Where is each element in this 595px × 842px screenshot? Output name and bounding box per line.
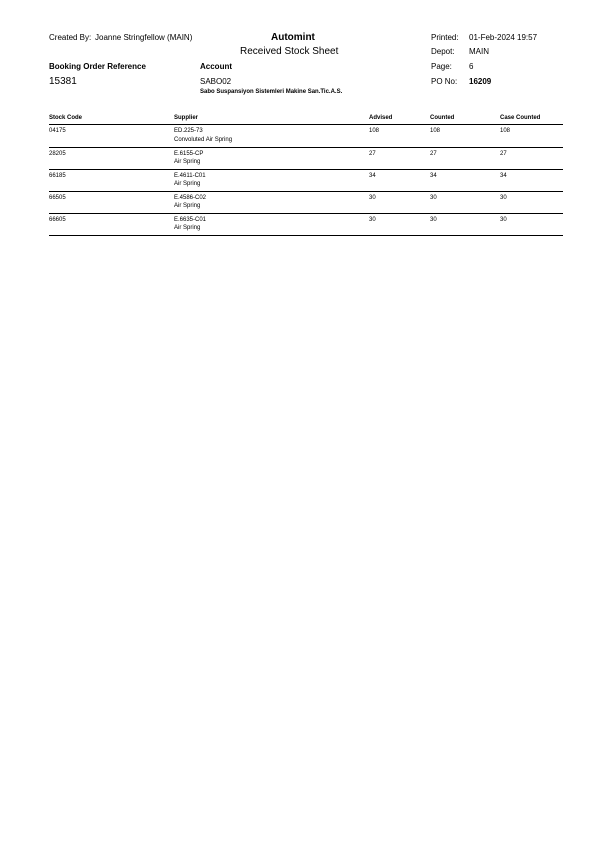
stock-code: 66185 [49, 173, 66, 179]
header-divider [49, 124, 563, 125]
account-code: SABO02 [200, 77, 232, 86]
supplier-code: E.4611-C01 [174, 173, 206, 179]
page-label: Page: [431, 62, 452, 71]
stock-code: 04175 [49, 128, 66, 134]
item-description: Air Spring [174, 181, 201, 187]
supplier-code: E.6635-C01 [174, 217, 207, 223]
page-value: 6 [469, 62, 474, 71]
company-name: Automint [271, 32, 315, 43]
advised-qty: 30 [369, 217, 376, 223]
column-header-counted: Counted [430, 115, 455, 121]
depot-value: MAIN [469, 47, 489, 56]
po-value: 16209 [469, 77, 492, 86]
row-divider [49, 147, 563, 148]
column-header-supplier: Supplier [174, 115, 199, 121]
account-label: Account [200, 62, 232, 71]
case-counted-qty: 108 [500, 128, 511, 134]
counted-qty: 34 [430, 173, 437, 179]
column-header-advised: Advised [369, 115, 393, 121]
item-description: Air Spring [174, 225, 201, 231]
advised-qty: 34 [369, 173, 376, 179]
row-divider [49, 235, 563, 236]
page-title: Received Stock Sheet [240, 46, 339, 57]
stock-code: 66505 [49, 195, 66, 201]
row-divider [49, 191, 563, 192]
item-description: Air Spring [174, 159, 201, 165]
column-header-case-counted: Case Counted [500, 115, 541, 121]
case-counted-qty: 34 [500, 173, 507, 179]
advised-qty: 108 [369, 128, 380, 134]
case-counted-qty: 27 [500, 151, 507, 157]
counted-qty: 108 [430, 128, 441, 134]
po-label: PO No: [431, 77, 458, 86]
depot-label: Depot: [431, 47, 455, 56]
booking-order-value: 15381 [49, 76, 77, 87]
supplier-code: E.6155-CP [174, 151, 204, 157]
supplier-code: ED.225-73 [174, 128, 203, 134]
stock-code: 28205 [49, 151, 66, 157]
stock-code: 66605 [49, 217, 66, 223]
account-name: Sabo Suspansiyon Sistemleri Makine San.Tic.A.S. [200, 89, 343, 95]
item-description: Air Spring [174, 203, 201, 209]
counted-qty: 27 [430, 151, 437, 157]
counted-qty: 30 [430, 195, 437, 201]
printed-value: 01-Feb-2024 19:57 [469, 33, 538, 42]
supplier-code: E.4586-C02 [174, 195, 207, 201]
counted-qty: 30 [430, 217, 437, 223]
printed-label: Printed: [431, 33, 459, 42]
advised-qty: 30 [369, 195, 376, 201]
row-divider [49, 169, 563, 170]
created-by-label: Created By: [49, 33, 92, 42]
case-counted-qty: 30 [500, 217, 507, 223]
booking-order-label: Booking Order Reference [49, 62, 146, 71]
advised-qty: 27 [369, 151, 376, 157]
case-counted-qty: 30 [500, 195, 507, 201]
row-divider [49, 213, 563, 214]
column-header-stock-code: Stock Code [49, 115, 83, 121]
created-by-value: Joanne Stringfellow (MAIN) [95, 33, 193, 42]
item-description: Convoluted Air Spring [174, 137, 233, 143]
